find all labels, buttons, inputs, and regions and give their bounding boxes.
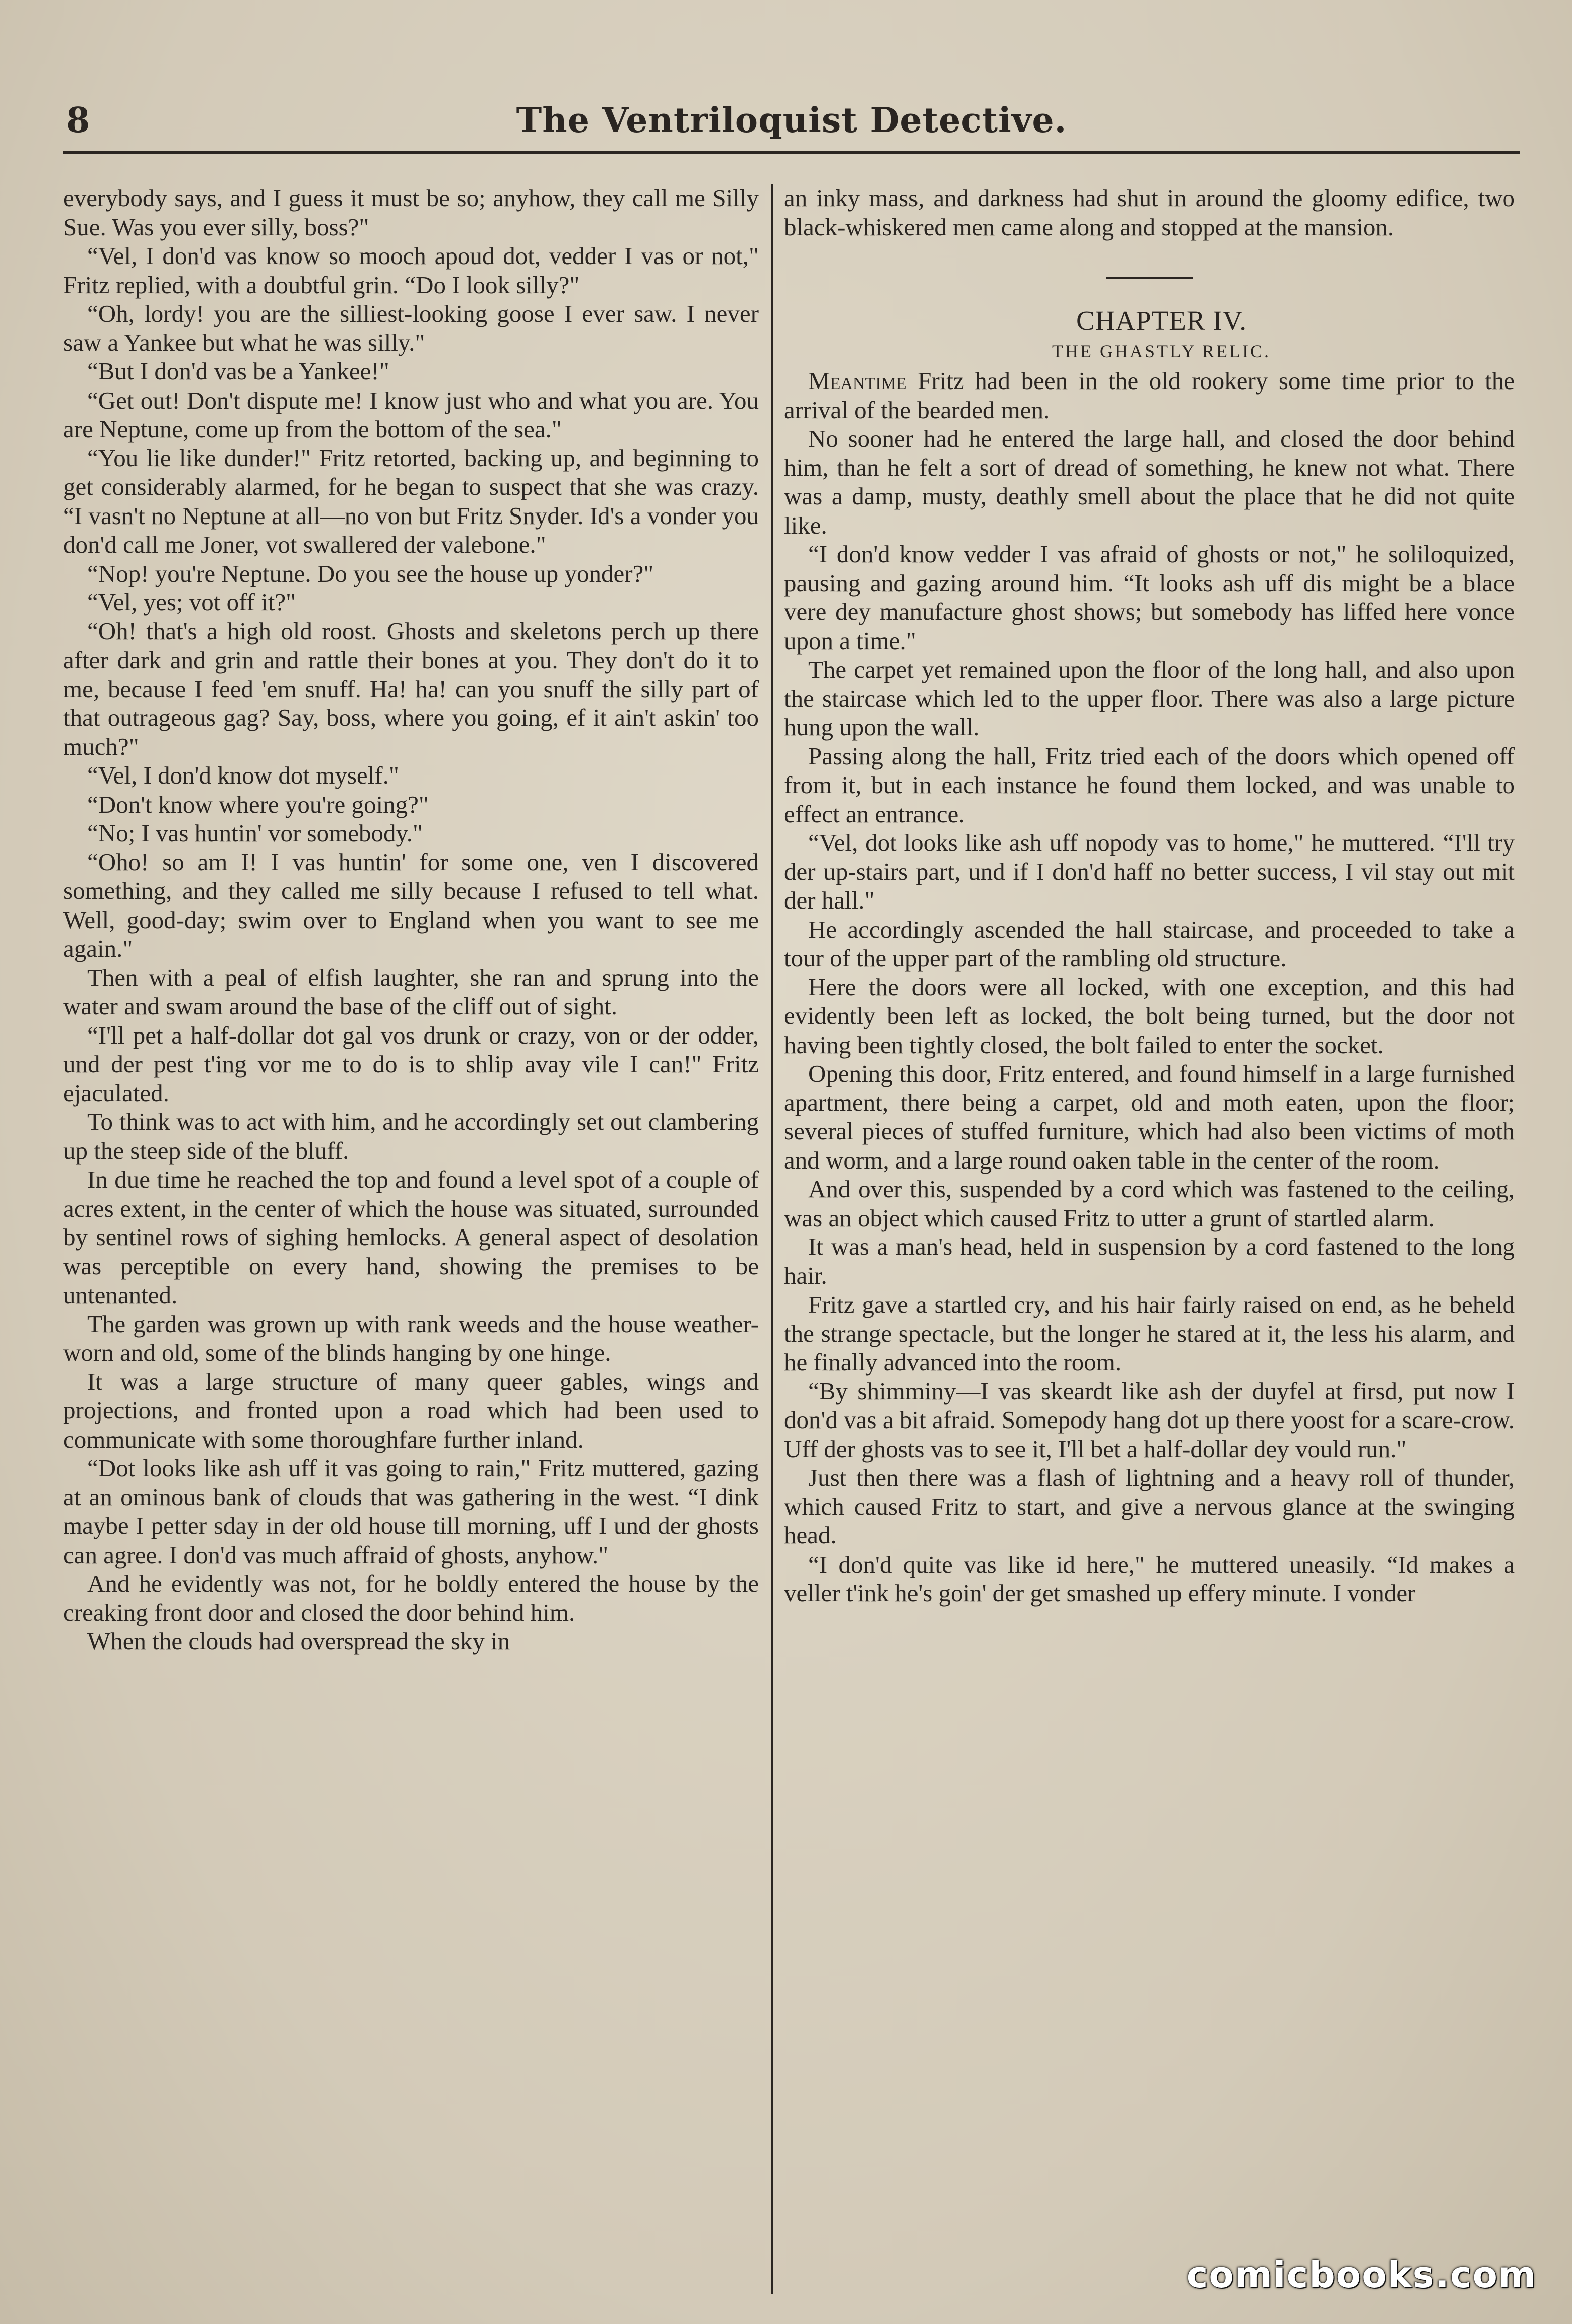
chapter-heading: CHAPTER IV. [1076, 305, 1247, 336]
left-column [63, 184, 759, 2294]
paragraph: “Vel, dot looks like ash uff nopody vas to home," he muttered. “I'll try der up-stairs part, und if I don'd haff no better success, I vil stay out mit der hall." [784, 829, 1515, 914]
lead-paragraph [784, 366, 1515, 424]
lead-text: Fritz had been in the old rookery some time prior to the arrival of the bearded men. [784, 367, 1515, 424]
paragraph: “Oho! so am I! I vas huntin' for some one, ven I discovered something, and they called me silly because I refused to tell what. Well, good-day; swim over to England when you want to see me again." [63, 848, 759, 962]
paragraph: an inky mass, and darkness had shut in around the gloomy edifice, two black-whiskered men came along and stopped at the mansion. [784, 184, 1515, 241]
paragraph: It was a large structure of many queer gables, wings and projections, and fronted upon a road which had been used to communicate with some thoroughfare further inland. [63, 1367, 759, 1453]
paragraph: “I don'd know vedder I vas afraid of ghosts or not," he soliloquized, pausing and gazing around him. “It looks ash uff dis might be a blace vere dey manufacture ghost shows; but somebody has liffed here vonce upon a time." [784, 540, 1515, 655]
paragraph: “Vel, I don'd know dot myself." [87, 761, 399, 789]
paragraph: The garden was grown up with rank weeds and the house weather-worn and old, some of the blinds hanging by one hinge. [63, 1310, 759, 1366]
paragraph: Passing along the hall, Fritz tried each of the doors which opened off from it, but in each instance he found them locked, and was unable to effect an entrance. [784, 742, 1515, 828]
paragraph: And he evidently was not, for he boldly entered the house by the creaking front door and closed the door behind him. [63, 1570, 759, 1626]
paragraph: He accordingly ascended the hall staircase, and proceeded to take a tour of the upper part of the rambling old structure. [784, 915, 1515, 972]
paragraph: “You lie like dunder!" Fritz retorted, backing up, and beginning to get considerably alarmed, for he began to suspect that she was crazy. “I vasn't no Neptune at all—no von but Fritz Snyder. Id's a vonder you don'd call me Joner, vot swallered der valebone." [63, 444, 759, 558]
watermark: comicbooks.com [1186, 2254, 1537, 2296]
paragraph: “Don't know where you're going?" [87, 790, 429, 818]
paragraph: To think was to act with him, and he accordingly set out clambering up the steep side of the bluff. [63, 1108, 759, 1165]
text-columns [63, 184, 1520, 2294]
running-title: The Ventriloquist Detective. [516, 100, 1067, 141]
paragraph: Here the doors were all locked, with one exception, and this had evidently been left as locked, the bolt being turned, but the door not having been tightly closed, the bolt failed to enter the socket. [784, 973, 1515, 1059]
paragraph: “No; I vas huntin' vor somebody." [87, 819, 423, 847]
paragraph: No sooner had he entered the large hall, and closed the door behind him, than he felt a sort of dread of something, he knew not what. There was a damp, musty, deathly smell about the place that he did not quite like. [784, 425, 1515, 539]
paragraph: “Get out! Don't dispute me! I know just who and what you are. You are Neptune, come up from the bottom of the sea." [63, 386, 759, 443]
paragraph: “Dot looks like ash uff it vas going to rain," Fritz muttered, gazing at an ominous bank of clouds that was gathering in the west. “I dink maybe I petter sday in der old house till morning, uff I und der ghosts can agree. I don'd vas much affraid of ghosts, anyhow." [63, 1454, 759, 1569]
paragraph: “I'll pet a half-dollar dot gal vos drunk or crazy, von or der odder, und der pest t'ing vor me to do is to shlip avay vile I can!" Fritz ejaculated. [63, 1021, 759, 1107]
paragraph: The carpet yet remained upon the floor of the long hall, and also upon the staircase which led to the upper floor. There was also a large picture hung upon the wall. [784, 656, 1515, 741]
paragraph: “I don'd quite vas like id here," he muttered uneasily. “Id makes a veller t'ink he's goin' der get smashed up effery minute. I vonder [784, 1550, 1515, 1607]
paragraph: And over this, suspended by a cord which was fastened to the ceiling, was an object which caused Fritz to utter a grunt of startled alarm. [784, 1175, 1515, 1232]
paragraph: Fritz gave a startled cry, and his hair fairly raised on end, as he beheld the strange spectacle, but the longer he stared at it, the less his alarm, and he finally advanced into the room. [784, 1290, 1515, 1376]
paragraph: “By shimminy—I vas skeardt like ash der duyfel at firsd, put now I don'd vas a bit afraid. Somepody hang dot up there yoost for a scare-crow. Uff der ghosts vas to see it, I'll bet a half-dollar dey vould run." [784, 1377, 1515, 1463]
paragraph: When the clouds had overspread the sky in [87, 1627, 510, 1655]
right-column [784, 184, 1515, 2294]
paragraph: “But I don'd vas be a Yankee!" [87, 357, 389, 385]
column-divider [771, 184, 773, 2294]
paragraph: “Oh! that's a high old roost. Ghosts and skeletons perch up there after dark and grin and rattle their bones at you. They don't do it to me, because I feed 'em snuff. Ha! ha! can you snuff the silly part of that outrageous gag? Say, boss, where you going, ef it ain't askin' too much?" [63, 617, 759, 760]
paragraph: Just then there was a flash of lightning and a heavy roll of thunder, which caused Fritz to start, and give a nervous glance at the swinging head. [784, 1464, 1515, 1549]
section-separator [1106, 277, 1193, 279]
lead-word: Meantime [808, 367, 907, 395]
page-number: 8 [66, 100, 90, 141]
paragraph: “Oh, lordy! you are the silliest-looking goose I ever saw. I never saw a Yankee but what he was silly." [63, 300, 759, 356]
paragraph: “Vel, I don'd vas know so mooch apoud dot, vedder I vas or not," Fritz replied, with a doubtful grin. “Do I look silly?" [63, 242, 759, 299]
chapter-subtitle: THE GHASTLY RELIC. [1052, 341, 1271, 361]
header-rule [63, 151, 1520, 154]
paragraph: everybody says, and I guess it must be so; anyhow, they call me Silly Sue. Was you ever silly, boss?" [63, 184, 759, 241]
paragraph: Then with a peal of elfish laughter, she ran and sprung into the water and swam around the base of the cliff out of sight. [63, 963, 759, 1020]
paragraph: “Vel, yes; vot off it?" [87, 588, 296, 616]
page-header [63, 90, 1520, 151]
paragraph: Opening this door, Fritz entered, and found himself in a large furnished apartment, there being a carpet, old and moth eaten, upon the floor; several pieces of stuffed furniture, which had also been victims of moth and worm, and a large round oaken table in the center of the room. [784, 1060, 1515, 1174]
paragraph: “Nop! you're Neptune. Do you see the house up yonder?" [87, 559, 654, 587]
paragraph: It was a man's head, held in suspension by a cord fastened to the long hair. [784, 1233, 1515, 1289]
paragraph: In due time he reached the top and found a level spot of a couple of acres extent, in the center of which the house was situated, surrounded by sentinel rows of sighing hemlocks. A general aspect of desolation was perceptible on every hand, showing the premises to be untenanted. [63, 1166, 759, 1309]
